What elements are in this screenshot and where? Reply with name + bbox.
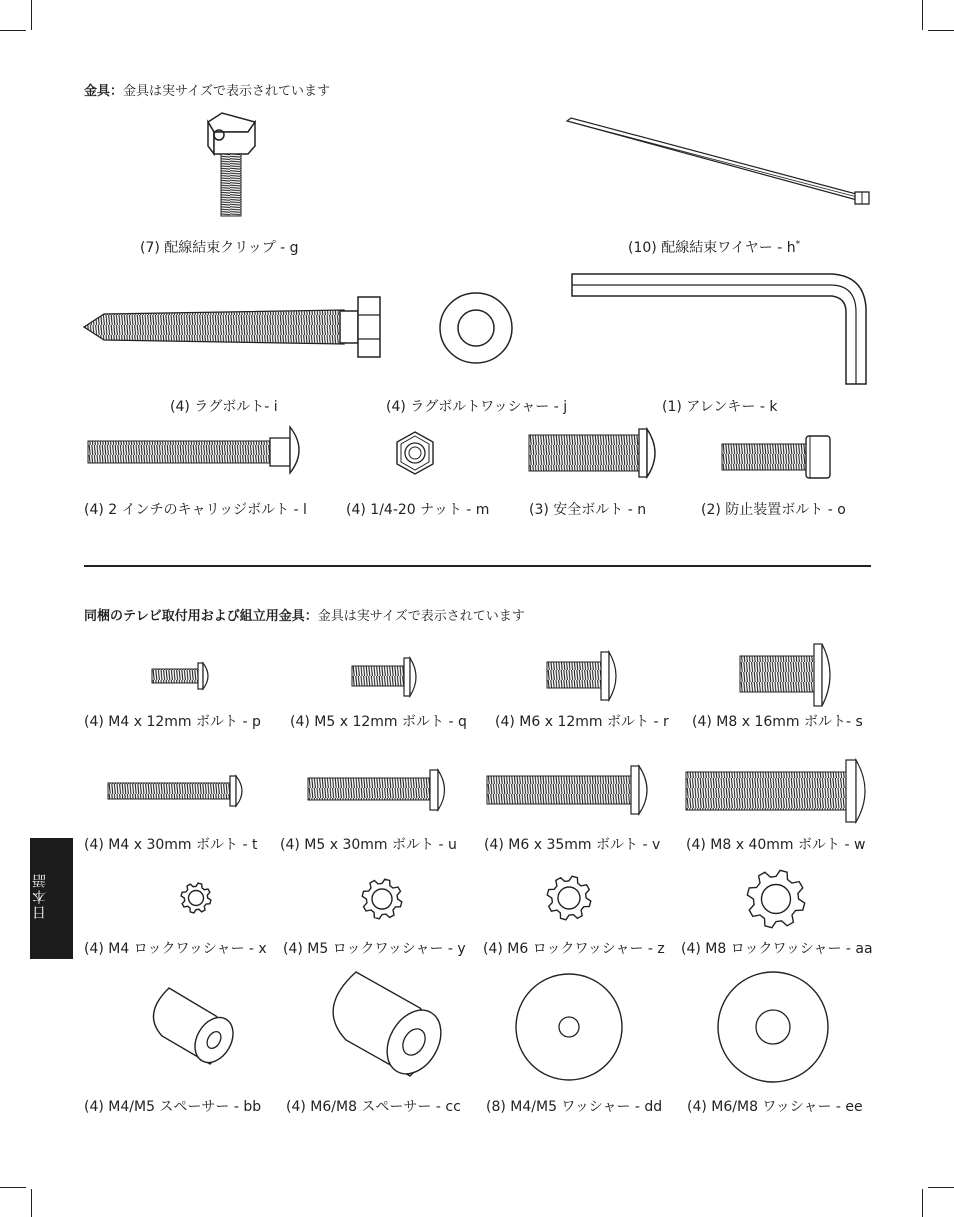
bolt-m8-40-icon xyxy=(684,758,874,824)
part-label-h-text: (10) 配線結束ワイヤー - h xyxy=(628,240,796,256)
bolt-m5-12-icon xyxy=(350,656,420,698)
anti-tamper-bolt-icon xyxy=(720,434,834,482)
part-label-p: (4) M4 x 12mm ボルト - p xyxy=(84,714,261,730)
part-label-w: (4) M8 x 40mm ボルト - w xyxy=(686,837,866,853)
crop-mark xyxy=(31,0,32,30)
part-label-m: (4) 1/4-20 ナット - m xyxy=(346,502,490,518)
language-tab xyxy=(30,838,73,959)
lock-washer-hole xyxy=(189,891,204,906)
lock-washer-m5-icon xyxy=(359,876,405,922)
lock-washer-hole xyxy=(372,889,392,909)
part-label-ee: (4) M6/M8 ワッシャー - ee xyxy=(687,1099,863,1115)
spacer-m6-m8-icon xyxy=(322,968,446,1082)
crop-mark xyxy=(31,1189,32,1217)
part-label-h xyxy=(628,237,800,257)
part-label-dd: (8) M4/M5 ワッシャー - dd xyxy=(486,1099,663,1115)
crop-mark xyxy=(928,1187,954,1188)
part-label-r: (4) M6 x 12mm ボルト - r xyxy=(495,714,669,730)
safety-bolt-icon xyxy=(527,425,663,481)
part-label-t: (4) M4 x 30mm ボルト - t xyxy=(84,837,258,853)
section-divider xyxy=(84,565,871,567)
crop-mark xyxy=(922,0,923,30)
lock-washer-m6-icon xyxy=(544,873,594,923)
hex-nut-icon xyxy=(394,430,436,476)
part-label-q: (4) M5 x 12mm ボルト - q xyxy=(290,714,467,730)
part-label-u: (4) M5 x 30mm ボルト - u xyxy=(280,837,457,853)
lock-washer-m4-icon xyxy=(178,880,214,916)
part-label-g: (7) 配線結束クリップ - g xyxy=(140,240,299,256)
cable-clip-icon xyxy=(200,110,260,220)
part-label-s: (4) M8 x 16mm ボルト- s xyxy=(692,714,863,730)
part-label-l: (4) 2 インチのキャリッジボルト - l xyxy=(84,502,307,518)
section-heading-tv-hardware xyxy=(84,605,525,624)
part-label-i: (4) ラグボルト- i xyxy=(170,399,278,415)
bolt-m8-16-icon xyxy=(738,642,836,708)
crop-mark xyxy=(928,30,954,31)
part-label-cc: (4) M6/M8 スペーサー - cc xyxy=(286,1099,461,1115)
section-heading-bold: 同梱のテレビ取付用および組立用金具： xyxy=(84,609,318,624)
washer-m4-m5-icon xyxy=(514,972,624,1082)
bolt-m6-12-icon xyxy=(545,650,621,702)
part-label-n: (3) 安全ボルト - n xyxy=(529,502,647,518)
bolt-m5-30-icon xyxy=(306,768,448,812)
part-label-k: (1) アレンキー - k xyxy=(662,399,778,415)
crop-mark xyxy=(0,30,26,31)
lag-bolt-icon xyxy=(82,295,384,359)
part-label-j: (4) ラグボルトワッシャー - j xyxy=(386,399,568,415)
lock-washer-hole xyxy=(762,885,791,914)
lock-washer-m8-icon xyxy=(744,867,808,931)
part-label-z: (4) M6 ロックワッシャー - z xyxy=(483,941,665,957)
footnote-mark: * xyxy=(795,239,801,250)
part-label-aa: (4) M8 ロックワッシャー - aa xyxy=(681,941,873,957)
bolt-m6-35-icon xyxy=(485,764,655,816)
crop-mark xyxy=(0,1187,26,1188)
part-label-o: (2) 防止装置ボルト - o xyxy=(701,502,846,518)
section-heading-text: 金具は実サイズで表示されています xyxy=(317,609,525,624)
part-label-v: (4) M6 x 35mm ボルト - v xyxy=(484,837,661,853)
part-label-y: (4) M5 ロックワッシャー - y xyxy=(283,941,466,957)
part-label-bb: (4) M4/M5 スペーサー - bb xyxy=(84,1099,262,1115)
language-tab-label: 日本語 xyxy=(32,872,48,920)
lag-bolt-washer-icon xyxy=(438,292,516,366)
lock-washer-hole xyxy=(558,887,580,909)
washer-m6-m8-icon xyxy=(716,970,830,1084)
crop-mark xyxy=(922,1189,923,1217)
section-heading-hardware xyxy=(84,80,330,99)
bolt-m4-30-icon xyxy=(106,774,246,808)
cable-tie-icon xyxy=(565,118,875,210)
allen-key-icon xyxy=(570,272,870,388)
section-heading-bold: 金具： xyxy=(84,84,124,99)
part-label-x: (4) M4 ロックワッシャー - x xyxy=(84,941,267,957)
spacer-m4-m5-icon xyxy=(144,984,236,1070)
bolt-m4-12-icon xyxy=(150,660,212,692)
carriage-bolt-icon xyxy=(86,425,308,475)
section-heading-text: 金具は実サイズで表示されています xyxy=(123,84,330,99)
